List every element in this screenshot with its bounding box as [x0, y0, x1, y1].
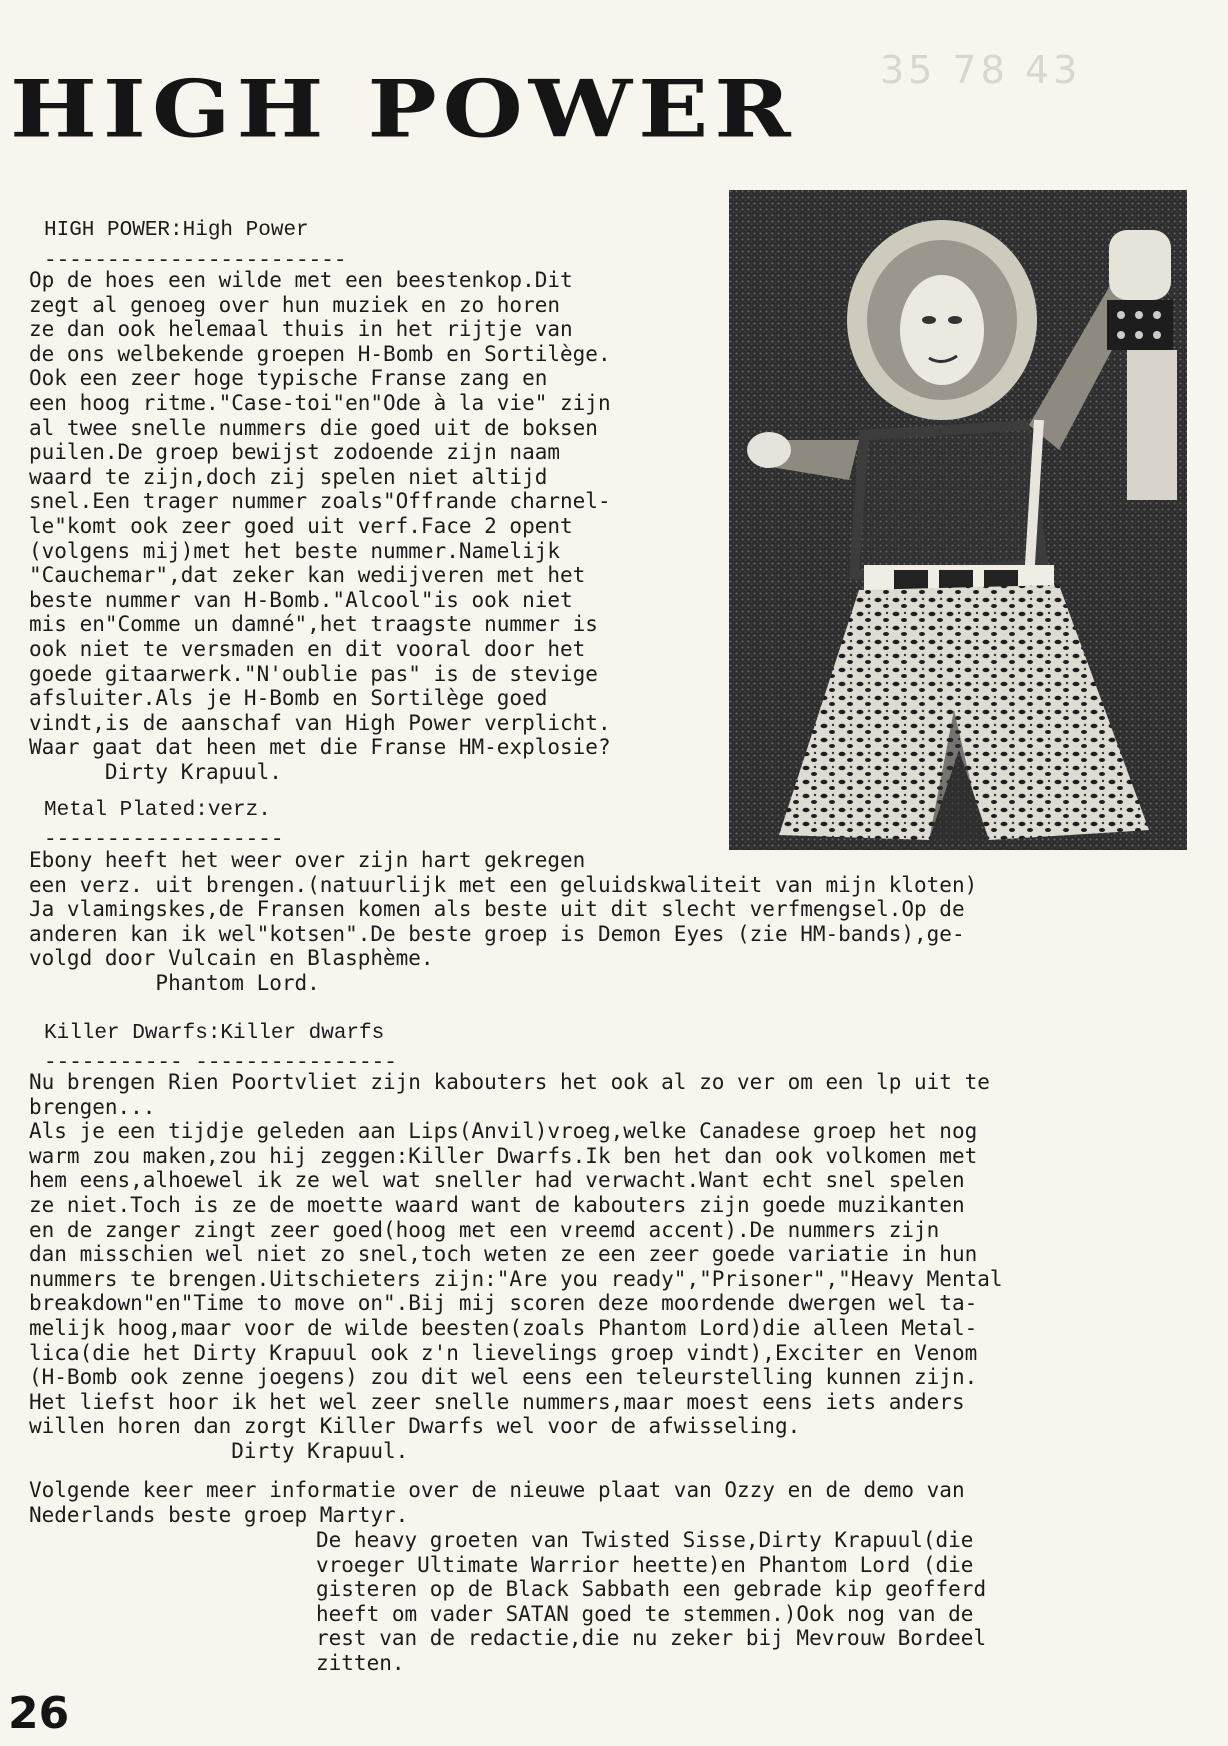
text-line: warm zou maken,zou hij zeggen:Killer Dwarfs.Ik ben het dan ook volkomen met	[29, 1143, 978, 1168]
text-line: Op de hoes een wilde met een beestenkop.Dit	[29, 268, 573, 292]
text-line: Ebony heeft het weer over zijn hart gekregen	[29, 848, 586, 872]
text-line: le"komt ook zeer goed uit verf.Face 2 opent	[29, 513, 573, 538]
review-body-killer-dwarfs	[29, 1070, 1003, 1464]
text-line: Dirty Krapuul.	[29, 1438, 409, 1463]
text-line: afsluiter.Als je H-Bomb en Sortilège goed	[29, 686, 548, 711]
text-line: willen horen dan zorgt Killer Dwarfs wel voor de afwisseling.	[29, 1414, 801, 1439]
text-line: volgd door Vulcain en Blasphème.	[29, 946, 434, 971]
review-body-metal-plated	[29, 848, 977, 996]
review-body-high-power	[29, 268, 611, 784]
text-line: nummers te brengen.Uitschieters zijn:"Are you ready","Prisoner","Heavy Mental	[29, 1266, 1003, 1291]
text-line: heeft om vader SATAN goed te stemmen.)Ook nog van de	[316, 1601, 974, 1626]
text-line: vindt,is de aanschaf van High Power verplicht.	[29, 710, 611, 735]
heading-underline: ------------------------	[44, 250, 347, 273]
masthead-title: HIGH POWER	[10, 63, 797, 156]
review-heading-metal-plated: Metal Plated:verz.	[44, 799, 271, 822]
text-line: gisteren op de Black Sabbath een gebrade kip geofferd	[316, 1577, 987, 1602]
text-line: een hoog ritme."Case-toi"en"Ode à la vie" zijn	[29, 390, 611, 415]
review-heading-killer-dwarfs: Killer Dwarfs:Killer dwarfs	[44, 1022, 385, 1045]
text-line: lica(die het Dirty Krapuul ook z'n lievelings groep vindt),Exciter en Venom	[29, 1340, 978, 1365]
text-line: "Cauchemar",dat zeker kan wedijveren met het	[29, 563, 586, 588]
text-line: snel.Een trager nummer zoals"Offrande charnel-	[29, 489, 611, 514]
text-line: beste nummer van H-Bomb."Alcool"is ook niet	[29, 587, 573, 612]
signoff-greetings	[316, 1528, 986, 1676]
text-line: Nu brengen Rien Poortvliet zijn kabouters het ook al zo ver om een lp uit te	[29, 1070, 990, 1094]
text-line: Phantom Lord.	[29, 970, 320, 995]
text-line: zitten.	[316, 1650, 405, 1675]
text-line: Nederlands beste groep Martyr.	[29, 1502, 409, 1527]
band-photo	[729, 190, 1187, 850]
text-line: zegt al genoeg over hun muziek en zo horen	[29, 292, 561, 317]
text-line: de ons welbekende groepen H-Bomb en Sortilège.	[29, 341, 611, 366]
text-line: vroeger Ultimate Warrior heette)en Phantom Lord (die	[316, 1552, 974, 1577]
text-line: puilen.De groep bewijst zodoende zijn naam	[29, 440, 561, 465]
text-line: Als je een tijdje geleden aan Lips(Anvil)vroeg,welke Canadese groep het nog	[29, 1119, 978, 1144]
closing-note	[29, 1478, 965, 1527]
text-line: Waar gaat dat heen met die Franse HM-explosie?	[29, 735, 611, 760]
text-line: ze dan ook helemaal thuis in het rijtje van	[29, 317, 573, 342]
text-line: waard te zijn,doch zij spelen niet altijd	[29, 464, 548, 489]
text-line: dan misschien wel niet zo snel,toch weten ze een zeer goede variatie in hun	[29, 1242, 978, 1267]
text-line: goede gitaarwerk."N'oublie pas" is de stevige	[29, 661, 598, 686]
text-line: melijk hoog,maar voor de wilde beesten(zoals Phantom Lord)die alleen Metal-	[29, 1315, 978, 1340]
text-line: en de zanger zingt zeer goed(hoog met een vreemd accent).De nummers zijn	[29, 1217, 940, 1242]
text-line: anderen kan ik wel"kotsen".De beste groep is Demon Eyes (zie HM-bands),ge-	[29, 921, 965, 946]
page-number: 26	[8, 1688, 70, 1739]
text-line: al twee snelle nummers die goed uit de boksen	[29, 415, 598, 440]
text-line: ook niet te versmaden en dit vooral door het	[29, 636, 586, 661]
text-line: Het liefst hoor ik het wel zeer snelle nummers,maar moest eens iets anders	[29, 1389, 965, 1414]
text-line: (volgens mij)met het beste nummer.Namelijk	[29, 538, 561, 563]
heading-underline: ----------- ----------------	[44, 1052, 397, 1075]
text-line: breakdown"en"Time to move on".Bij mij scoren deze moordende dwergen wel ta-	[29, 1291, 978, 1316]
text-line: Volgende keer meer informatie over de nieuwe plaat van Ozzy en de demo van	[29, 1478, 965, 1502]
pencil-annotation: 35 78 43	[880, 48, 1082, 92]
text-line: (H-Bomb ook zenne joegens) zou dit wel eens een teleurstelling kunnen zijn.	[29, 1365, 978, 1390]
text-line: Ja vlamingskes,de Fransen komen als beste uit dit slecht verfmengsel.Op de	[29, 897, 965, 922]
review-heading-high-power: HIGH POWER:High Power	[44, 219, 309, 242]
band-photo-image	[729, 190, 1187, 850]
text-line: hem eens,alhoewel ik ze wel wat sneller had verwacht.Want echt snel spelen	[29, 1168, 965, 1193]
text-line: brengen...	[29, 1094, 156, 1119]
text-line: De heavy groeten van Twisted Sisse,Dirty Krapuul(die	[316, 1528, 974, 1552]
text-line: Ook een zeer hoge typische Franse zang en	[29, 366, 548, 391]
text-line: Dirty Krapuul.	[29, 759, 282, 784]
text-line: een verz. uit brengen.(natuurlijk met een geluidskwaliteit van mijn kloten)	[29, 872, 978, 897]
text-line: ze niet.Toch is ze de moette waard want de kabouters zijn goede muzikanten	[29, 1192, 965, 1217]
text-line: rest van de redactie,die nu zeker bij Mevrouw Bordeel	[316, 1626, 987, 1651]
text-line: mis en"Comme un damné",het traagste nummer is	[29, 612, 598, 637]
heading-underline: -------------------	[44, 829, 284, 852]
